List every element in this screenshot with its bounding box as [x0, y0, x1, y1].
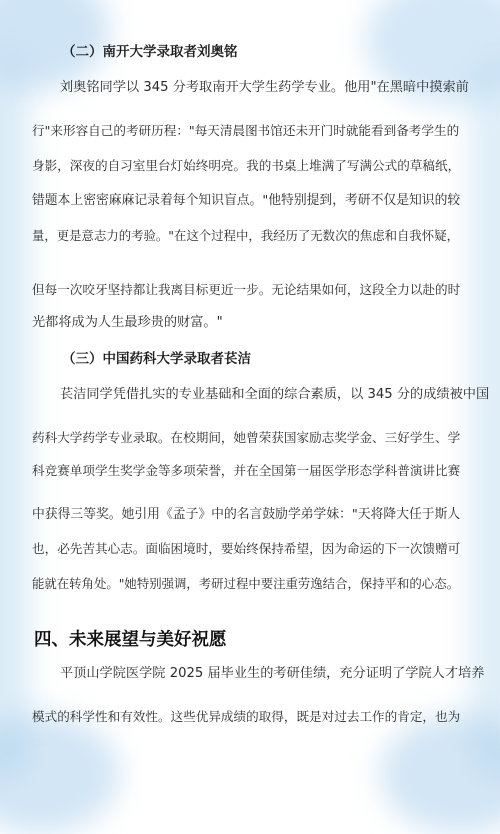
text-line: 刘奥铭同学以 345 分考取南开大学生药学专业。他用"在黑暗中摸索前: [60, 80, 469, 95]
text-line: 中获得三等奖。她引用《孟子》中的名言鼓励学弟学妹："天将降大任于斯人: [32, 507, 461, 522]
section-heading-future: 四、未来展望与美好祝愿: [34, 630, 227, 650]
watercolor-corner-bottom-left: [0, 714, 120, 834]
text-line: 平顶山学院医学院 2025 届毕业生的考研佳绩，充分证明了学院人才培养: [60, 666, 485, 681]
text-line: 光都将成为人生最珍贵的财富。": [32, 315, 223, 330]
text-line: 也，必先苦其心志。面临困境时，要始终保持希望，因为命运的下一次馈赠可: [32, 541, 461, 556]
text-line: 错题本上密密麻麻记录着每个知识盲点。"他特别提到，考研不仅是知识的较: [32, 193, 461, 208]
text-line: 身影，深夜的自习室里台灯始终明亮。我的书桌上堆满了写满公式的草稿纸，: [32, 158, 461, 173]
text-line: 能就在转角处。"她特别强调，考研过程中要注重劳逸结合，保持平和的心态。: [32, 576, 459, 591]
text-line: 量，更是意志力的考验。"在这个过程中，我经历了无数次的焦虑和自我怀疑，: [32, 228, 459, 243]
section-heading-cpu: （三）中国药科大学录取者苌洁: [62, 351, 251, 367]
text-line: 模式的科学性和有效性。这些优异成绩的取得，既是对过去工作的肯定，也为: [32, 709, 461, 724]
section-heading-nankai: （二）南开大学录取者刘奥铭: [62, 44, 238, 60]
text-line: 科竞赛单项学生奖学金等多项荣誉，并在全国第一届医学形态学科普演讲比赛: [32, 463, 461, 478]
text-line: 但每一次咬牙坚持都让我离目标更近一步。无论结果如何，这段全力以赴的时: [32, 282, 461, 297]
watercolor-corner-bottom-right: [380, 714, 500, 834]
text-line: 苌洁同学凭借扎实的专业基础和全面的综合素质，以 345 分的成绩被中国: [60, 387, 490, 402]
watercolor-border-left: [0, 60, 30, 780]
text-line: 药科大学药学专业录取。在校期间，她曾荣获国家励志奖学金、三好学生、学: [32, 430, 461, 445]
text-line: 行"来形容自己的考研历程："每天清晨图书馆还未开门时就能看到备考学生的: [32, 123, 460, 138]
